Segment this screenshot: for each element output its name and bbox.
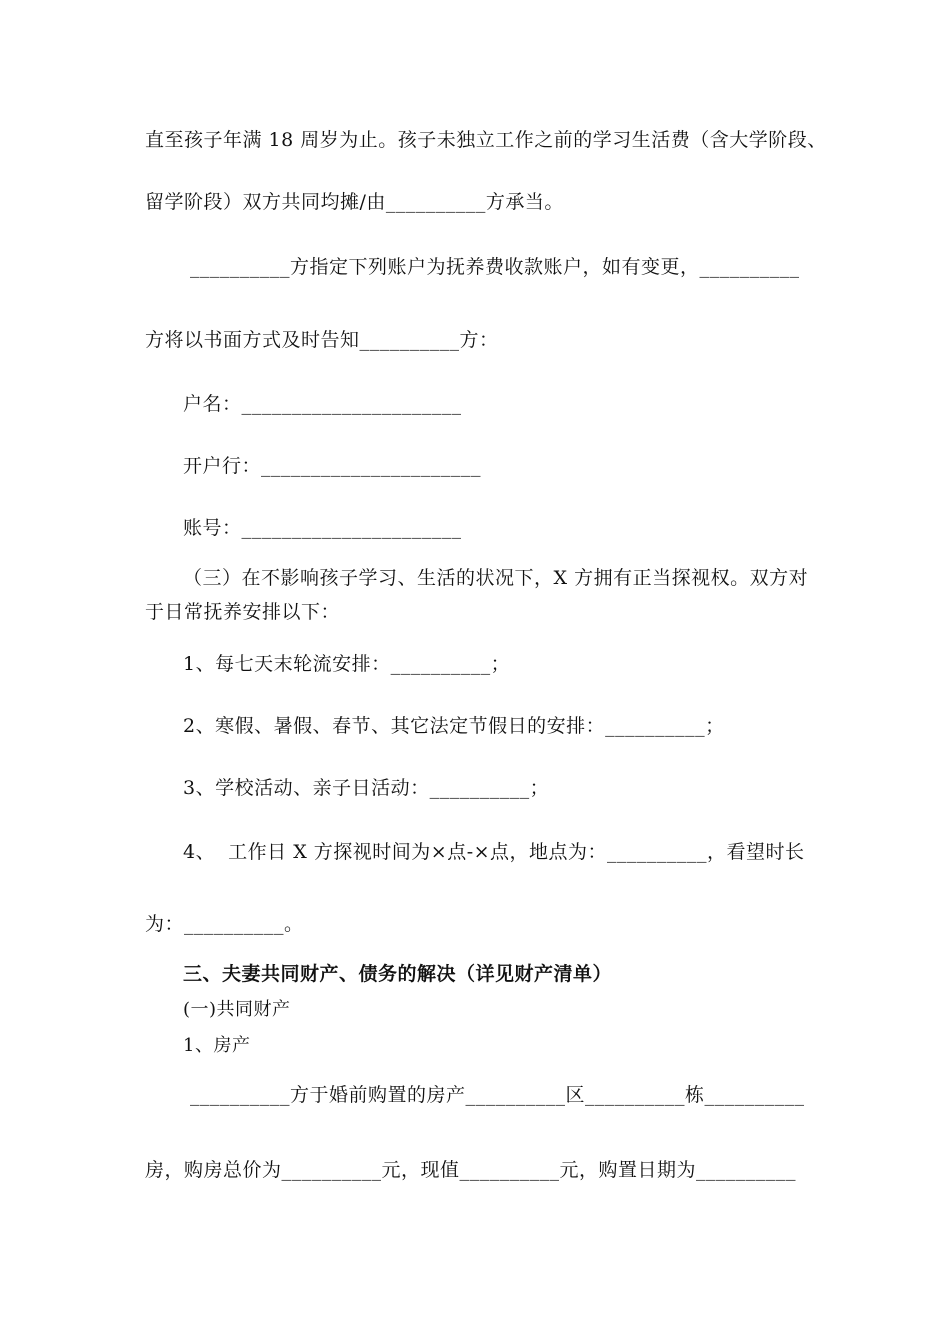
list-item: 3、学校活动、亲子日活动：__________； [183, 777, 550, 799]
paragraph-line: 房，购房总价为__________元，现值__________元，购置日期为__________ [145, 1159, 797, 1181]
bank-field: 开户行：______________________ [183, 455, 482, 477]
paragraph-line: 于日常抚养安排以下： [145, 601, 341, 623]
item-heading: 1、房产 [183, 1035, 251, 1056]
account-name-field: 户名：______________________ [183, 393, 462, 415]
list-item: 1、每七天末轮流安排：__________； [183, 653, 511, 675]
paragraph-line: 方将以书面方式及时告知__________方： [145, 329, 499, 351]
list-item: 4、 工作日 X 方探视时间为×点-×点，地点为：__________，看望时长 [183, 841, 805, 863]
account-number-field: 账号：______________________ [183, 517, 462, 539]
subsection-heading: (一)共同财产 [183, 999, 291, 1020]
section-heading: 三、夫妻共同财产、债务的解决（详见财产清单） [183, 963, 613, 985]
paragraph-line: __________方指定下列账户为抚养费收款账户，如有变更，__________ [190, 256, 800, 278]
list-item: 2、寒假、暑假、春节、其它法定节假日的安排：__________； [183, 715, 725, 737]
paragraph-line: __________方于婚前购置的房产__________区__________栋__________ [190, 1084, 805, 1106]
paragraph-line: 留学阶段）双方共同均摊/由__________方承当。 [145, 191, 564, 213]
paragraph-line: 直至孩子年满 18 周岁为止。孩子未独立工作之前的学习生活费（含大学阶段、 [145, 129, 827, 151]
paragraph-line: 为：__________。 [145, 913, 304, 935]
section-three-paragraph: （三）在不影响孩子学习、生活的状况下，X 方拥有正当探视权。双方对 [183, 567, 809, 589]
